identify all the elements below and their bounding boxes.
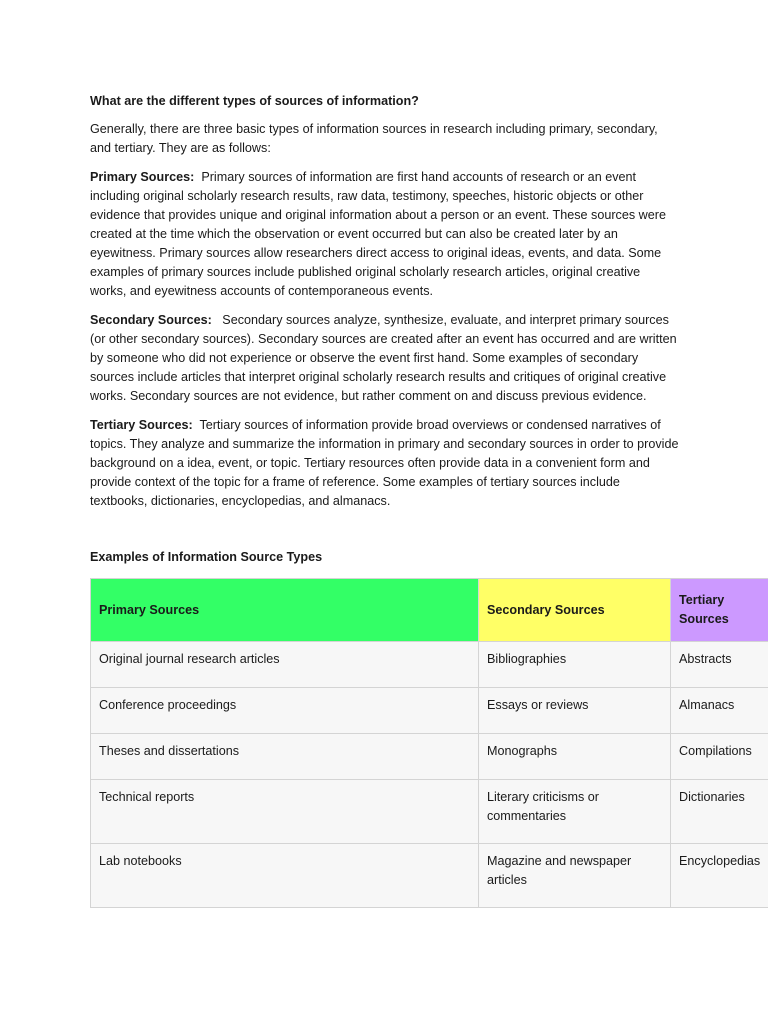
tertiary-sources-paragraph xyxy=(90,416,680,511)
header-secondary-sources: Secondary Sources xyxy=(479,579,671,642)
table-cell: Compilations xyxy=(671,734,768,780)
table-cell: Technical reports xyxy=(91,780,479,844)
table-cell: Original journal research articles xyxy=(91,642,479,688)
table-cell: Literary criticisms or commentaries xyxy=(479,780,671,844)
secondary-sources-text: Secondary sources analyze, synthesize, evaluate, and interpret primary sources (or other secondary sources). Secondary sources are created after an event has occurred and are written by someone who did not experience or observe the event first hand. Some examples of secondary sources include articles that interpret original scholarly research results and critiques of original creative works. Secondary sources are not evidence, but rather comment on and discuss previous evidence. xyxy=(90,313,677,403)
table-cell: Monographs xyxy=(479,734,671,780)
primary-sources-paragraph xyxy=(90,168,680,301)
secondary-sources-label: Secondary Sources: xyxy=(90,313,212,327)
table-cell: Dictionaries xyxy=(671,780,768,844)
table-cell: Encyclopedias xyxy=(671,844,768,908)
intro-paragraph: Generally, there are three basic types of information sources in research including primary, secondary, and tertiary. They are as follows: xyxy=(90,122,658,155)
table-row xyxy=(91,642,768,688)
page-heading: What are the different types of sources of information? xyxy=(90,94,419,108)
table-header-row xyxy=(91,579,768,642)
table-cell: Lab notebooks xyxy=(91,844,479,908)
table-row xyxy=(91,734,768,780)
table-title: Examples of Information Source Types xyxy=(90,550,323,564)
table-cell: Magazine and newspaper articles xyxy=(479,844,671,908)
primary-sources-text: Primary sources of information are first hand accounts of research or an event including original scholarly research results, raw data, testimony, speeches, historic objects or other evidence that provides unique and original information about a person or an event. These sources were created at the time which the observation or event occurred but can also be created later by an eyewitness. Primary sources allow researchers direct access to original ideas, events, and data. Some examples of primary sources include published original scholarly research articles, original creative works, and eyewitness accounts of contemporaneous events. xyxy=(90,170,666,298)
header-primary-sources: Primary Sources xyxy=(91,579,479,642)
tertiary-sources-text: Tertiary sources of information provide broad overviews or condensed narratives of topics. They analyze and summarize the information in primary and secondary sources in order to provide background on a idea, event, or topic. Tertiary resources often provide data in a convenient form and provide context of the topic for a frame of reference. Some examples of tertiary sources include textbooks, dictionaries, encyclopedias, and almanacs. xyxy=(90,418,679,508)
table-cell: Abstracts xyxy=(671,642,768,688)
source-types-table xyxy=(90,578,768,908)
secondary-sources-paragraph xyxy=(90,311,680,406)
header-tertiary-sources: Tertiary Sources xyxy=(671,579,768,642)
primary-sources-label: Primary Sources: xyxy=(90,170,195,184)
table-row xyxy=(91,780,768,844)
table-row xyxy=(91,844,768,908)
table-cell: Theses and dissertations xyxy=(91,734,479,780)
table-cell: Conference proceedings xyxy=(91,688,479,734)
table-cell: Bibliographies xyxy=(479,642,671,688)
document-body xyxy=(90,92,680,521)
tertiary-sources-label: Tertiary Sources: xyxy=(90,418,193,432)
table-cell: Essays or reviews xyxy=(479,688,671,734)
table-row xyxy=(91,688,768,734)
table-cell: Almanacs xyxy=(671,688,768,734)
